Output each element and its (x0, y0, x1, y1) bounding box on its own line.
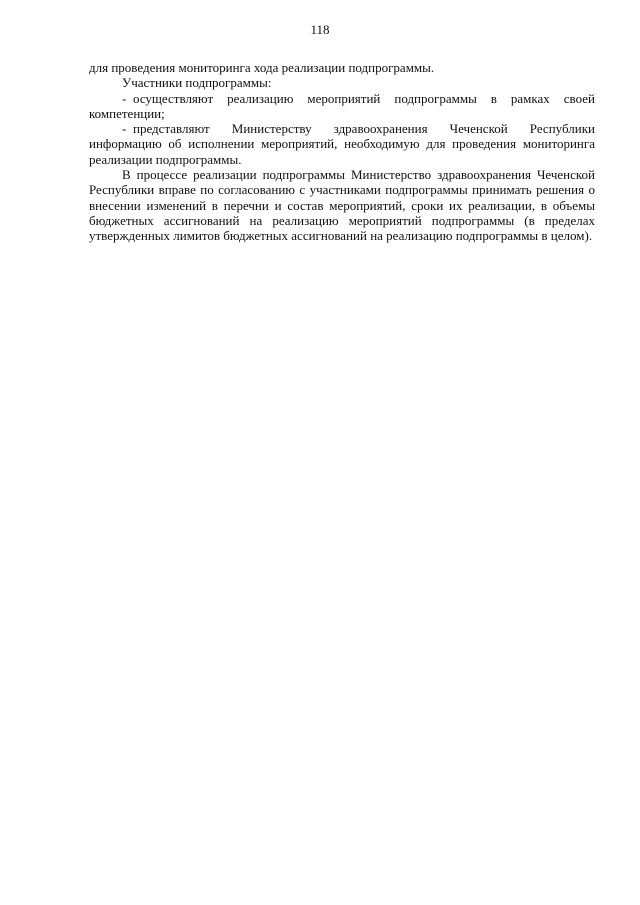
list-item-text: осуществляют реализацию мероприятий подпрограммы в рамках своей компетенции; (89, 90, 595, 121)
list-item-report (89, 121, 595, 167)
page-number: 118 (310, 22, 330, 37)
list-item-text: представляют Министерству здравоохранения Чеченской Республики информацию об исполнении мероприятий, необходимую для проведения мониторинга реализации подпрограммы. (89, 121, 595, 167)
paragraph-continuation: для проведения мониторинга хода реализации подпрограммы. (89, 60, 435, 75)
paragraph-participants-heading: Участники подпрограммы: (122, 75, 272, 91)
list-dash: - (122, 121, 127, 137)
paragraph-ministry-rights: В процессе реализации подпрограммы Министерство здравоохранения Чеченской Республики вправе по согласованию с участниками подпрограммы принимать решения о внесении изменений в перечни и состав мероприятий, сроки их реализации, в объемы бюджетных ассигнований на реализацию мероприятий подпрограммы (в пределах утвержденных лимитов бюджетных ассигнований на реализацию подпрограммы в целом). (89, 167, 595, 244)
list-dash: - (122, 90, 127, 106)
list-item-implement (89, 91, 595, 122)
body-text (89, 60, 595, 244)
